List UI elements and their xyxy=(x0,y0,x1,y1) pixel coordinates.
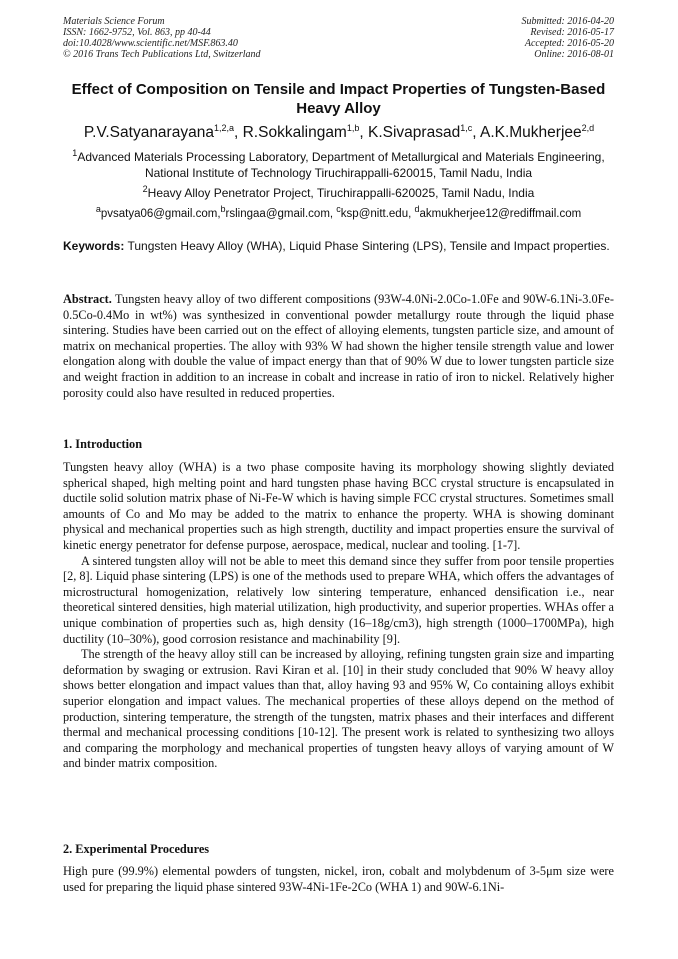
email-address[interactable]: ksp@nitt.edu xyxy=(340,208,409,220)
submitted-date: Submitted: 2016-04-20 xyxy=(521,16,614,27)
email-address[interactable]: pvsatya06@gmail.com xyxy=(100,208,218,220)
author-name: A.K.Mukherjee xyxy=(479,124,582,141)
paper-title: Effect of Composition on Tensile and Impact Properties of Tungsten-Based Heavy Alloy xyxy=(71,81,606,117)
revised-date: Revised: 2016-05-17 xyxy=(530,27,614,38)
author-name: P.V.Satyanarayana xyxy=(83,124,214,141)
author-affiliation-mark: 1,2,a xyxy=(213,122,234,133)
paragraph: A sintered tungsten alloy will not be able to meet this demand since they suffer from poor tensile properties [2, 8]. Liquid phase sintering (LPS) is one of the methods used to prepare WHA, which offers the advantages of microstructural homogenization, relatively low sintering temperature, enhanced densification i.e., near theoretical sintered densities, high material utilization, high productivity, and superior properties. WHAs offer a unique combination of properties such as, high density (16–18g/cm3), high strength (1000–1700MPa), high ductility (10–30%), good corrosion resistance and machinability [9]. xyxy=(63,553,614,646)
abstract-text: Tungsten heavy alloy of two different compositions (93W-4.0Ni-2.0Co-1.0Fe and 90W-6.1Ni-3.0Fe-0.5Co-0.4Mo in wt%) was synthesized in conventional powder metallurgy route through the liquid phase sintering. Studies have been carried out on the effect of alloying elements, tungsten particle size, and amount of matrix on mechanical properties. The alloy with 93% W had shown the higher tensile strength value and lower elongation along with double the value of impact energy than that of 90% W due to lower tungsten particle size and weight fraction in addition to an increase in cobalt and increase in ratio of iron to nickel. Relatively higher porosity could also have resulted in reduced properties. xyxy=(63,292,614,400)
author-list: P.V.Satyanarayana$^{1,2,a}$, R.Sokkalingam$^{1,b}$, K.Sivaprasad$^{1,c}$, A.K.Mukherjee$^{2,d}$ xyxy=(83,122,595,141)
doi-line: doi:10.4028/www.scientific.net/MSF.863.40 xyxy=(63,38,238,49)
keywords-text: Tungsten Heavy Alloy (WHA), Liquid Phase Sintering (LPS), Tensile and Impact properties. xyxy=(127,239,610,253)
email-address[interactable]: akmukherjee12@rediffmail.com xyxy=(419,208,582,220)
paragraph: Tungsten heavy alloy (WHA) is a two phase composite having its morphology showing slightly deviated spherical shaped, high melting point and hard tungsten phase having BCC crystal structure is encapsulated in ductile solid solution matrix phase of Ni-Fe-W which is having simple FCC crystal structures. Sometimes small amounts of Co and Mo may be added to the matrix to enhance the property. WHA is showing dominant physical and mechanical properties such as high strength, ductility and impact properties ensure the survival of kinetic energy penetrator for defense purpose, aerospace, medical, nuclear and tooling. [1-7]. xyxy=(63,460,614,552)
online-date: Online: 2016-08-01 xyxy=(534,49,614,60)
email-mark: a xyxy=(95,204,101,215)
author-emails: $^a$pvsatya06@gmail.com,$^b$rslingaa@gmail.com, $^c$ksp@nitt.edu, $^d$akmukherjee12@rediffmail.com xyxy=(95,204,582,220)
affiliation-text: Heavy Alloy Penetrator Project, Tiruchirappalli-620025, Tamil Nadu, India xyxy=(147,186,535,200)
keywords xyxy=(63,239,614,254)
author-affiliation-mark: 2,d xyxy=(581,122,595,133)
author-name: R.Sokkalingam xyxy=(242,124,347,141)
publication-dates xyxy=(522,16,615,60)
author-name: K.Sivaprasad xyxy=(368,124,461,141)
experimental-body xyxy=(63,864,614,895)
issn-line: ISSN: 1662-9752, Vol. 863, pp 40-44 xyxy=(63,27,211,38)
journal-name: Materials Science Forum xyxy=(63,16,165,27)
keywords-label: Keywords: xyxy=(63,239,125,253)
affiliation-mark: 1 xyxy=(72,148,78,158)
abstract-label: Abstract. xyxy=(63,292,112,306)
journal-info xyxy=(63,16,261,60)
introduction-body xyxy=(63,460,614,772)
paragraph: The strength of the heavy alloy still can be increased by alloying, refining tungsten grain size and imparting deformation by swaging or extrusion. Ravi Kiran et al. [10] in their study concluded that 90% W heavy alloy shows better elongation and impact values than that, alloy having 93 and 95% W, Co containing alloys exhibit superior elongation and impact values. The mechanical properties of these alloys depend on the method of production, sintering temperature, the strength of the tungsten, matrix phases and their interfaces and different thermal and mechanical processing conditions [10-12]. The present work is related to synthesizing two alloys and comparing the morphology and mechanical properties of tungsten heavy alloys of varying amount of W and binder matrix composition. xyxy=(63,647,614,771)
email-address[interactable]: rslingaa@gmail.com xyxy=(225,208,330,220)
section-heading-introduction: 1. Introduction xyxy=(63,437,143,451)
email-mark: d xyxy=(414,204,420,215)
copyright-line: © 2016 Trans Tech Publications Ltd, Switzerland xyxy=(63,49,261,60)
email-mark: b xyxy=(220,204,226,215)
accepted-date: Accepted: 2016-05-20 xyxy=(524,38,614,49)
affiliation-mark: 2 xyxy=(142,184,148,194)
affiliation-1 xyxy=(63,150,614,181)
section-heading-experimental: 2. Experimental Procedures xyxy=(63,842,210,856)
abstract xyxy=(63,292,614,401)
paragraph: High pure (99.9%) elemental powders of tungsten, nickel, iron, cobalt and molybdenum of 3-5μm size were used for preparing the liquid phase sintered 93W-4Ni-1Fe-2Co (WHA 1) and 90W-6.1Ni- xyxy=(63,864,614,894)
author-affiliation-mark: 1,b xyxy=(346,122,360,133)
affiliation-text: Advanced Materials Processing Laboratory, Department of Metallurgical and Materials Engineering, National Institute of Technology Tiruchirappalli-620015, Tamil Nadu, India xyxy=(77,150,605,180)
email-mark: c xyxy=(336,204,341,215)
affiliation-2 xyxy=(63,186,614,202)
author-affiliation-mark: 1,c xyxy=(460,122,473,133)
